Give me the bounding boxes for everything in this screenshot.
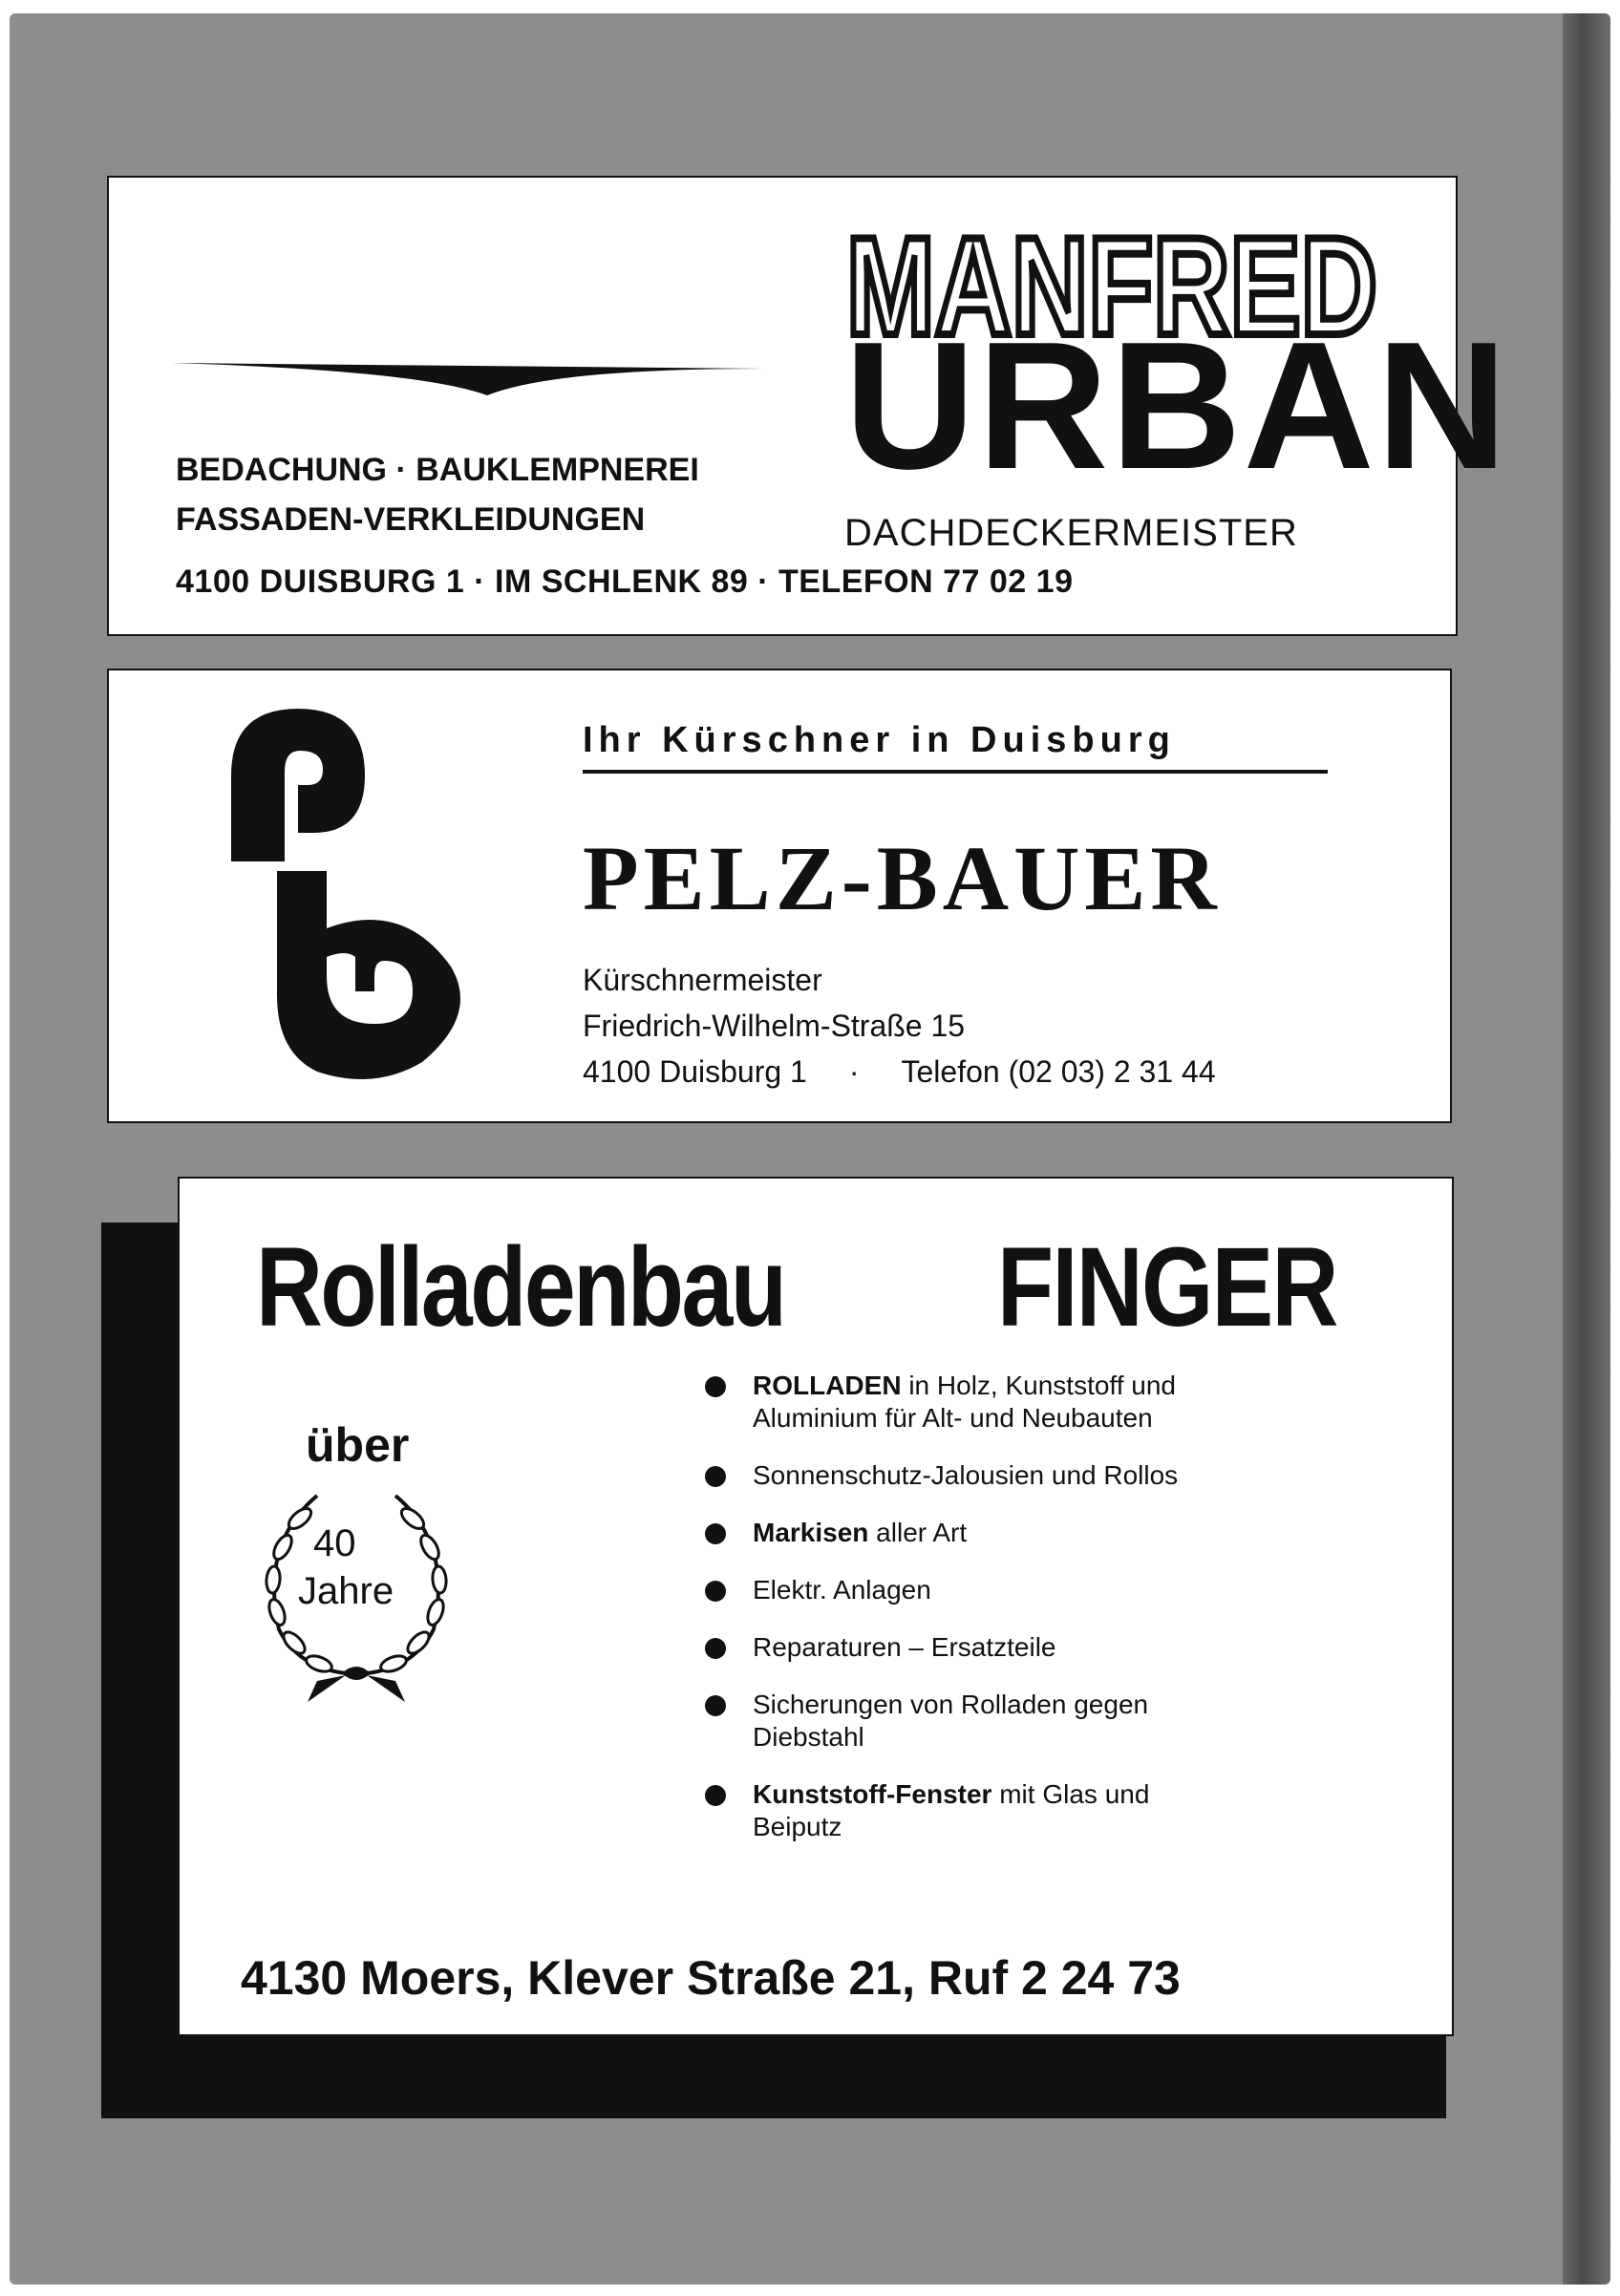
contact-block (583, 957, 1216, 1095)
svg-text:MANFRED: MANFRED (846, 222, 1377, 342)
separator-dot: · (848, 1054, 860, 1089)
services-list (176, 445, 699, 544)
list-item: Kunststoff-Fenster mit Glas und Beiputz (705, 1778, 1240, 1843)
city: 4100 Duisburg 1 (583, 1054, 807, 1089)
anniversary-prefix: über (306, 1418, 410, 1472)
urban-logo: URBAN (844, 305, 1510, 507)
list-item: Markisen aller Art (705, 1517, 1240, 1549)
services-line-2: FASSADEN-VERKLEIDUNGEN (176, 501, 646, 538)
services-list (705, 1370, 1240, 1868)
swoosh-graphic (172, 363, 774, 397)
years-number: 40 (313, 1522, 356, 1564)
tagline: Ihr Kürschner in Duisburg (583, 720, 1176, 760)
business-name: PELZ-BAUER (583, 827, 1222, 929)
pb-monogram-logo (231, 709, 480, 1081)
profession: Kürschnermeister (583, 963, 822, 997)
finger-advertisement (178, 1177, 1454, 2036)
tagline-underline (583, 770, 1328, 774)
years-label: Jahre (298, 1570, 394, 1612)
list-item: Elektr. Anlagen (705, 1574, 1240, 1606)
company-title: Rolladenbau (256, 1224, 785, 1350)
urban-advertisement (107, 176, 1510, 636)
street-address: Friedrich-Wilhelm-Straße 15 (583, 1009, 966, 1043)
list-item: Sonnenschutz-Jalousien und Rollos (705, 1459, 1240, 1492)
trade-title: DACHDECKERMEISTER (844, 512, 1298, 554)
list-item: Reparaturen – Ersatzteile (705, 1631, 1240, 1664)
finger-address: 4130 Moers, Klever Straße 21, Ruf 2 24 73 (241, 1951, 1181, 2005)
city-phone-line (583, 1049, 1216, 1095)
list-item: Sicherungen von Rolladen gegen Diebstahl (705, 1689, 1240, 1754)
services-line-1: BEDACHUNG · BAUKLEMPNEREI (176, 452, 699, 488)
pelz-bauer-advertisement (107, 669, 1452, 1123)
list-item: ROLLADEN in Holz, Kunststoff und Aluminium für Alt- und Neubauten (705, 1370, 1240, 1435)
phone: Telefon (02 03) 2 31 44 (901, 1054, 1216, 1089)
urban-address: 4100 DUISBURG 1 · IM SCHLENK 89 · TELEFON 77 02 19 (176, 563, 1074, 600)
book-spine (1563, 13, 1610, 2285)
company-name: FINGER (997, 1224, 1337, 1350)
